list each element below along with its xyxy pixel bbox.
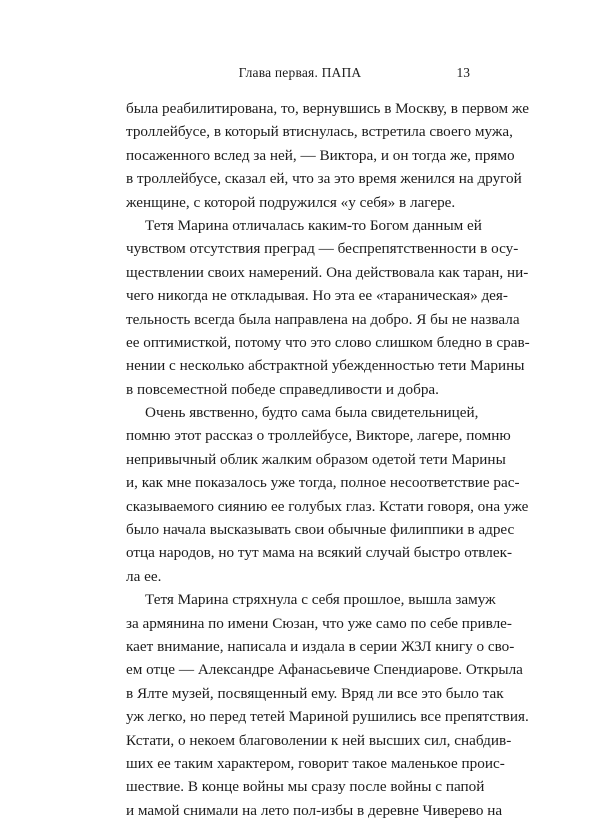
- text-line: в повсеместной победе справедливости и добра.: [126, 380, 439, 398]
- running-header: [0, 64, 600, 82]
- text-line: уж легко, но перед тетей Мариной рушились все препятствия.: [126, 708, 529, 726]
- text-line: сказываемого сиянию ее голубых глаз. Кстати говоря, она уже: [126, 497, 529, 515]
- text-line: нении с несколько абстрактной убежденностью тети Марины: [126, 357, 525, 375]
- text-line: Очень явственно, будто сама была свидетельницей,: [145, 404, 479, 422]
- text-line: за армянина по имени Сюзан, что уже само по себе привле-: [126, 614, 512, 632]
- text-line: тельность всегда была направлена на добро. Я бы не назвала: [126, 310, 520, 328]
- text-line: троллейбусе, в который втиснулась, встретила своего мужа,: [126, 123, 513, 141]
- body-text: [126, 97, 530, 822]
- text-line: шествие. В конце войны мы сразу после войны с папой: [126, 778, 485, 796]
- text-line: и, как мне показалось уже тогда, полное несоответствие рас-: [126, 474, 520, 492]
- text-line: ших ее таким характером, говорит такое маленькое проис-: [126, 754, 505, 772]
- text-line: Тетя Марина стряхнула с себя прошлое, вышла замуж: [145, 591, 496, 609]
- text-line: чувством отсутствия преград — беспрепятственности в осу-: [126, 240, 519, 258]
- text-line: в троллейбусе, сказал ей, что за это время женился на другой: [126, 170, 522, 188]
- page-number: 13: [456, 65, 470, 80]
- chapter-title: Глава первая. ПАПА: [238, 65, 362, 80]
- text-line: кает внимание, написала и издала в серии ЖЗЛ книгу о сво-: [126, 637, 515, 655]
- text-line: и мамой снимали на лето пол-избы в деревне Чиверево на: [126, 801, 503, 819]
- text-line: была реабилитирована, то, вернувшись в Москву, в первом же: [126, 100, 529, 117]
- text-line: Тетя Марина отличалась каким-то Богом данным ей: [145, 216, 482, 234]
- text-line: ем отце — Александре Афанасьевиче Спендиарове. Открыла: [126, 661, 523, 679]
- text-line: непривычный облик жалким образом одетой тети Марины: [126, 450, 506, 468]
- text-line: отца народов, но тут мама на всякий случай быстро отвлек-: [126, 544, 513, 562]
- text-line: Кстати, о некоем благоволении к ней высших сил, снабдив-: [126, 731, 512, 749]
- text-line: было начала высказывать свои обычные филиппики в адрес: [126, 521, 515, 539]
- text-line: женщине, с которой подружился «у себя» в лагере.: [126, 193, 456, 211]
- text-line: ее оптимисткой, потому что это слово слишком бледно в срав-: [126, 333, 530, 351]
- text-line: помню этот рассказ о троллейбусе, Викторе, лагере, помню: [126, 427, 511, 445]
- text-line: ществлении своих намерений. Она действовала как таран, ни-: [126, 263, 529, 281]
- text-line: ла ее.: [126, 567, 162, 585]
- text-line: в Ялте музей, посвященный ему. Вряд ли все это было так: [126, 684, 504, 702]
- text-line: чего никогда не откладывая. Но эта ее «тараническая» дея-: [126, 287, 508, 305]
- text-line: посаженного вслед за ней, — Виктора, и он тогда же, прямо: [126, 146, 515, 164]
